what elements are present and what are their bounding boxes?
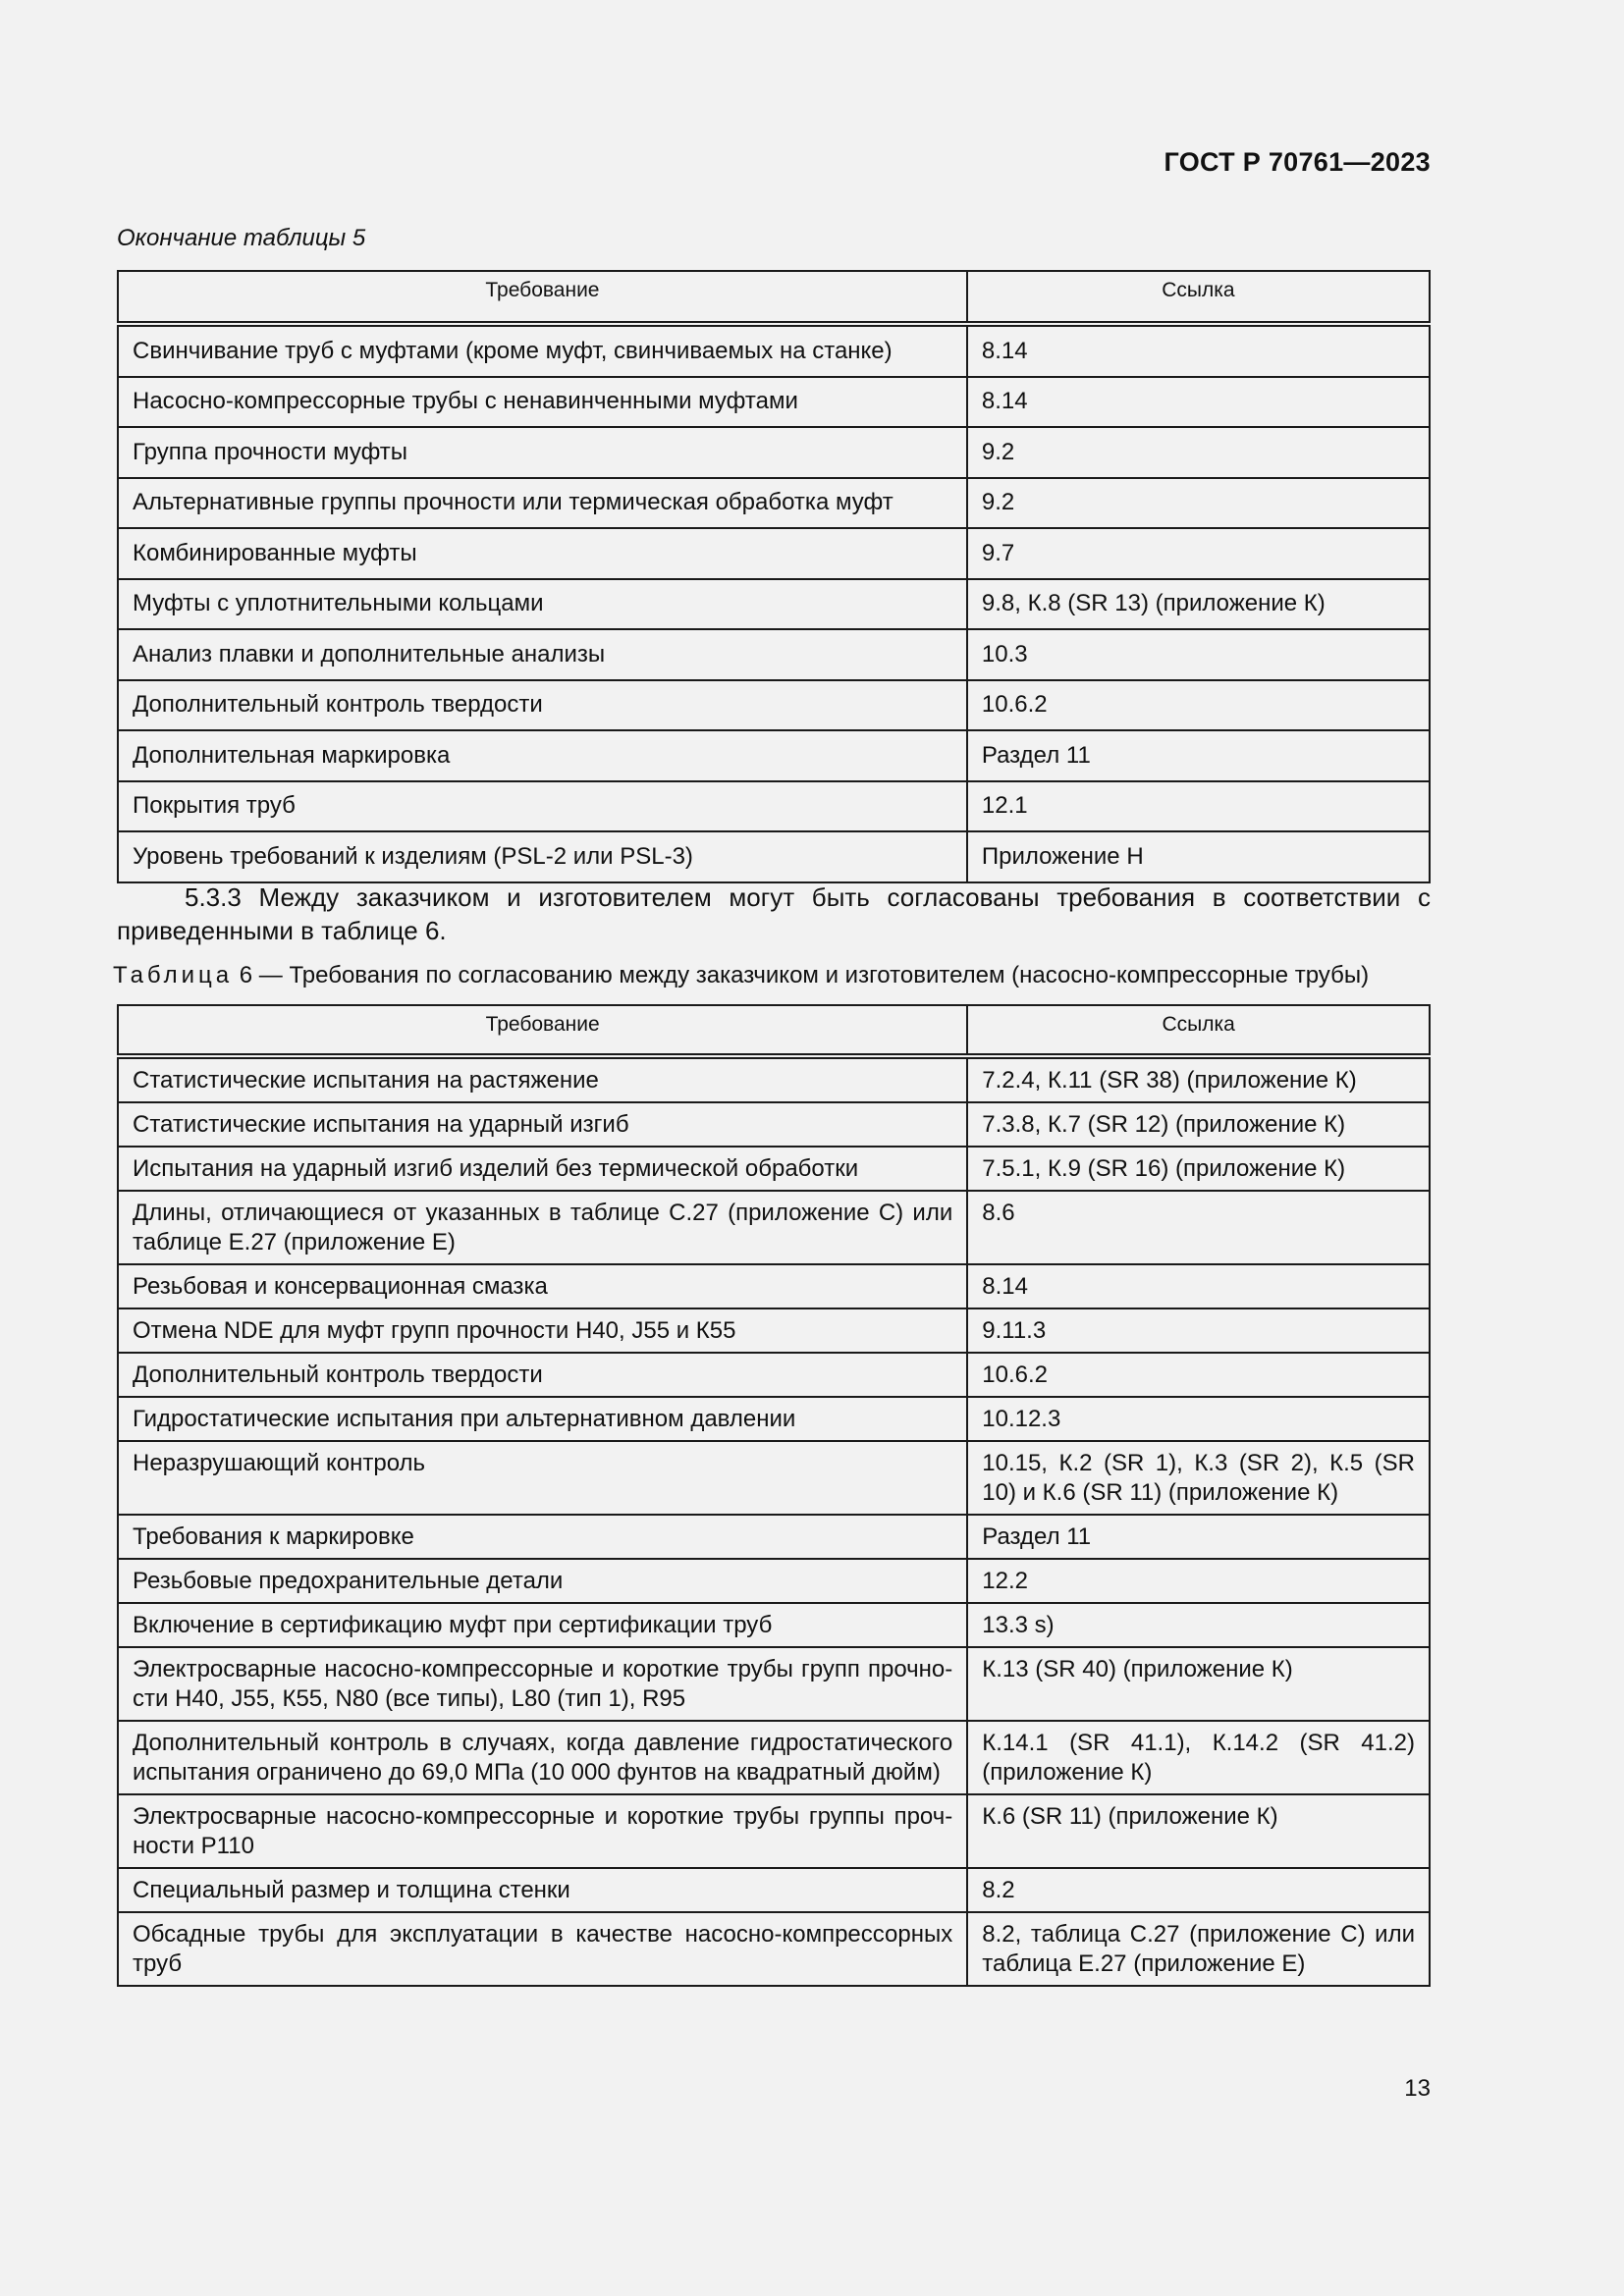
reference-cell: 12.1	[967, 781, 1430, 832]
table-row	[118, 579, 1430, 630]
reference-cell: 8.14	[967, 1264, 1430, 1308]
document-code: ГОСТ Р 70761—2023	[1164, 147, 1431, 177]
requirement-cell: Свинчивание труб с муфтами (кроме муфт, свинчиваемых на станке)	[118, 324, 967, 377]
requirement-cell: Требования к маркировке	[118, 1515, 967, 1559]
requirement-cell: Длины, отличающиеся от указанных в таблице С.27 (приложение С) или таблице Е.27 (приложение Е)	[118, 1191, 967, 1264]
column-header-reference: Ссылка	[967, 1005, 1430, 1056]
requirement-cell: Уровень требований к изделиям (PSL-2 или PSL-3)	[118, 831, 967, 882]
table-row	[118, 1147, 1430, 1191]
requirement-cell: Специальный размер и толщина стенки	[118, 1868, 967, 1912]
requirement-cell: Резьбовая и консервационная смазка	[118, 1264, 967, 1308]
table-row	[118, 680, 1430, 731]
table-header-row	[118, 1005, 1430, 1056]
table6-title	[113, 962, 1434, 989]
reference-cell: К.13 (SR 40) (приложение К)	[967, 1647, 1430, 1721]
table-header-row	[118, 271, 1430, 324]
table-row	[118, 1603, 1430, 1647]
table-row	[118, 1912, 1430, 1986]
table-row	[118, 831, 1430, 882]
page-number: 13	[1404, 2075, 1431, 2102]
reference-cell: Раздел 11	[967, 730, 1430, 781]
table-row	[118, 781, 1430, 832]
table5-continuation-caption: Окончание таблицы 5	[117, 225, 366, 251]
clause-5-3-3	[117, 881, 1431, 947]
requirement-cell: Группа прочности муфты	[118, 427, 967, 478]
table-5	[117, 270, 1431, 883]
requirement-cell: Испытания на ударный изгиб изделий без термической обработки	[118, 1147, 967, 1191]
requirement-cell: Электросварные насосно-компрессорные и короткие трубы групп прочности Н40, J55, К55, N80 (все типы), L80 (тип 1), R95	[118, 1647, 967, 1721]
column-header-reference: Ссылка	[967, 271, 1430, 324]
requirement-cell: Гидростатические испытания при альтернативном давлении	[118, 1397, 967, 1441]
table-row	[118, 1559, 1430, 1603]
table-row	[118, 1868, 1430, 1912]
requirement-cell: Дополнительная маркировка	[118, 730, 967, 781]
table-row	[118, 629, 1430, 680]
table-row	[118, 1794, 1430, 1868]
table-row	[118, 1721, 1430, 1794]
reference-cell: 7.5.1, К.9 (SR 16) (приложение К)	[967, 1147, 1430, 1191]
table-row	[118, 1647, 1430, 1721]
table6-body	[118, 1056, 1430, 1986]
reference-cell: 9.8, К.8 (SR 13) (приложение К)	[967, 579, 1430, 630]
table-title-text: 6 — Требования по согласованию между заказчиком и изготовителем (насосно-компрессорные трубы)	[233, 962, 1370, 988]
reference-cell: Раздел 11	[967, 1515, 1430, 1559]
reference-cell: Приложение Н	[967, 831, 1430, 882]
requirement-cell: Анализ плавки и дополнительные анализы	[118, 629, 967, 680]
table-row	[118, 377, 1430, 428]
reference-cell: 9.2	[967, 478, 1430, 529]
requirement-cell: Альтернативные группы прочности или термическая обработка муфт	[118, 478, 967, 529]
table-row	[118, 1102, 1430, 1147]
table-row	[118, 1191, 1430, 1264]
table-row	[118, 730, 1430, 781]
reference-cell: 8.6	[967, 1191, 1430, 1264]
requirement-cell: Дополнительный контроль в случаях, когда давление гидростатического испытания ограничено до 69,0 МПа (10 000 фунтов на квадратный дюйм)	[118, 1721, 967, 1794]
reference-cell: 8.2, таблица С.27 (приложение С) или таблица Е.27 (приложение Е)	[967, 1912, 1430, 1986]
reference-cell: 9.2	[967, 427, 1430, 478]
requirement-cell: Статистические испытания на ударный изгиб	[118, 1102, 967, 1147]
table-label: Таблица	[113, 962, 234, 988]
table-row	[118, 427, 1430, 478]
table-row	[118, 1056, 1430, 1102]
table-row	[118, 1397, 1430, 1441]
requirement-cell: Дополнительный контроль твердости	[118, 1353, 967, 1397]
reference-cell: 12.2	[967, 1559, 1430, 1603]
requirement-cell: Обсадные трубы для эксплуатации в качестве насосно-компрессорных труб	[118, 1912, 967, 1986]
table-row	[118, 478, 1430, 529]
reference-cell: 9.11.3	[967, 1308, 1430, 1353]
requirement-cell: Отмена NDE для муфт групп прочности Н40, J55 и К55	[118, 1308, 967, 1353]
table-6	[117, 1004, 1431, 1987]
reference-cell: 13.3 s)	[967, 1603, 1430, 1647]
requirement-cell: Комбинированные муфты	[118, 528, 967, 579]
reference-cell: 10.15, К.2 (SR 1), К.3 (SR 2), К.5 (SR 10) и К.6 (SR 11) (приложение К)	[967, 1441, 1430, 1515]
reference-cell: 9.7	[967, 528, 1430, 579]
requirement-cell: Покрытия труб	[118, 781, 967, 832]
clause-text: 5.3.3 Между заказчиком и изготовителем могут быть согласованы требования в соответствии с приведенными в таблице 6.	[117, 882, 1431, 945]
table5-body	[118, 324, 1430, 882]
requirement-cell: Включение в сертификацию муфт при сертификации труб	[118, 1603, 967, 1647]
column-header-requirement: Требование	[118, 271, 967, 324]
reference-cell: 10.6.2	[967, 1353, 1430, 1397]
requirement-cell: Электросварные насосно-компрессорные и короткие трубы группы прочности Р110	[118, 1794, 967, 1868]
reference-cell: 8.14	[967, 324, 1430, 377]
requirement-cell: Статистические испытания на растяжение	[118, 1056, 967, 1102]
requirement-cell: Неразрушающий контроль	[118, 1441, 967, 1515]
reference-cell: 7.2.4, К.11 (SR 38) (приложение К)	[967, 1056, 1430, 1102]
table-row	[118, 1308, 1430, 1353]
requirement-cell: Муфты с уплотнительными кольцами	[118, 579, 967, 630]
requirement-cell: Дополнительный контроль твердости	[118, 680, 967, 731]
table-row	[118, 528, 1430, 579]
column-header-requirement: Требование	[118, 1005, 967, 1056]
reference-cell: 8.14	[967, 377, 1430, 428]
reference-cell: 10.6.2	[967, 680, 1430, 731]
reference-cell: 8.2	[967, 1868, 1430, 1912]
reference-cell: 7.3.8, К.7 (SR 12) (приложение К)	[967, 1102, 1430, 1147]
reference-cell: 10.3	[967, 629, 1430, 680]
table-row	[118, 1353, 1430, 1397]
table-row	[118, 1264, 1430, 1308]
requirement-cell: Резьбовые предохранительные детали	[118, 1559, 967, 1603]
table-row	[118, 324, 1430, 377]
reference-cell: К.6 (SR 11) (приложение К)	[967, 1794, 1430, 1868]
table-row	[118, 1441, 1430, 1515]
table-row	[118, 1515, 1430, 1559]
reference-cell: 10.12.3	[967, 1397, 1430, 1441]
requirement-cell: Насосно-компрессорные трубы с ненавинченными муфтами	[118, 377, 967, 428]
reference-cell: К.14.1 (SR 41.1), К.14.2 (SR 41.2) (приложение К)	[967, 1721, 1430, 1794]
